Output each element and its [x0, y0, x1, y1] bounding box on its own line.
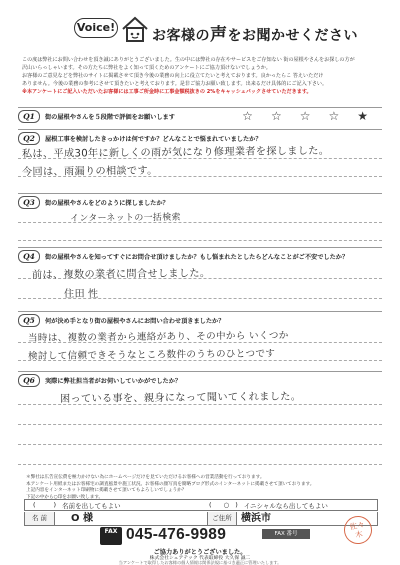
- seal-stamp: 佐々 木: [341, 513, 374, 546]
- star-2-icon[interactable]: ☆: [270, 109, 282, 123]
- pref-option-initial-label: イニシャルなら出してもよい: [243, 501, 328, 510]
- pref-option-name-label: 名前を出してもよい: [62, 501, 121, 510]
- q3-answer-1: インターネットの一括検索: [69, 212, 181, 224]
- survey-header: [8, 6, 392, 54]
- q5-text: 何が決め手となり街の屋根やさんにお問い合わせ頂きましたか？: [45, 317, 225, 325]
- q6-answer-1: 困っている事を、親身になって聞いてくれました。: [59, 391, 302, 405]
- answer-line: [18, 464, 382, 465]
- pref-option-initial-mark: ○: [223, 501, 230, 509]
- q1-text: 街の屋根やさんを５段階で評価をお願いします: [45, 113, 175, 121]
- footnote-line-1: ＊弊社は広告宣伝費を極力かけない為にホームページだけを見ていただけるお客様への営業活動を行っております。: [26, 475, 265, 480]
- fax-icon: FAX: [100, 527, 122, 545]
- house-icon: [120, 14, 150, 44]
- question-6: [18, 371, 382, 471]
- q6-badge: Q6: [18, 374, 40, 387]
- question-4: [18, 247, 382, 309]
- q4-answer-2: 住田: [63, 288, 86, 300]
- q4-answer-1: 前は、複数の業者に問合せしました。: [31, 268, 211, 281]
- q4-badge: Q4: [18, 250, 40, 263]
- q2-badge: Q2: [18, 132, 40, 145]
- answer-line: [18, 424, 382, 425]
- cashback-note: ※本アンケートにご記入いただいたお客様には工事ご所金時に工事金額税抜きの 2%をキャッシュバックさせていただきます。: [22, 89, 312, 95]
- question-5: [18, 311, 382, 369]
- q3-text: 街の屋根やさんをどのように探しましたか？: [45, 199, 169, 207]
- rating-stars[interactable]: [242, 109, 382, 123]
- intro-line-2: 沢山いらっしゃいます。その方たちに弊社をよく知って頂くためのアンケートにご協力頂けないでしょうか。: [22, 65, 271, 71]
- q5-answer-2: 検討して信頼できそうなところ数件のうちのひとつです: [27, 348, 276, 362]
- name-label: 名 前: [25, 512, 55, 525]
- answer-line: [18, 240, 382, 241]
- intro-text: [22, 56, 378, 96]
- q2-text: 屋根工事を検討したきっかけは何ですか？どんなことで悩まれていましたか？: [45, 135, 262, 143]
- q4-text: 街の屋根やさんを知ってすぐにお問合せ頂けましたか？もし悩まれたとしたらどんなことがご不安でしたか？: [45, 253, 349, 261]
- star-1-icon[interactable]: ☆: [242, 109, 253, 123]
- company-name: 株式会社シェアテック 代表取締役 大久保 誠二: [149, 556, 251, 561]
- consent-footnote: [26, 475, 378, 501]
- answer-line: [18, 444, 382, 445]
- publish-preference: [24, 499, 378, 511]
- q6-text: 実際に弊社担当者がお伺いしていかがでしたか？: [45, 377, 182, 385]
- address-field[interactable]: 横浜市: [241, 513, 271, 524]
- voice-bubble: Voice!: [74, 18, 118, 38]
- q5-answer-1: 当時は、複数の業者から連絡があり、その中から いくつか: [27, 330, 289, 344]
- star-5-icon[interactable]: ★: [357, 109, 368, 123]
- fax-number: 045-476-9989: [126, 526, 227, 543]
- thanks-text: ご協力ありがとうございました。: [153, 549, 247, 556]
- privacy-disclaimer: 当アンケートで取得したお客様の個人情報は関係法規に基づき適正に管理いたします。: [118, 560, 282, 565]
- q3-badge: Q3: [18, 196, 40, 209]
- name-field[interactable]: O 様: [71, 513, 93, 524]
- customer-info-row: [24, 512, 378, 526]
- q2-answer-1: 私は、平成30年に新しくの雨が気になり修理業者を探しました。: [21, 145, 330, 160]
- footnote-line-2: 本アンケート用紙またはお客様宅の調査風景や施工状況、お客様の顔写真を簡略ブログ形式のインターネットに掲載させて頂いております。: [26, 481, 315, 487]
- star-4-icon[interactable]: ☆: [328, 109, 340, 123]
- question-3: [18, 193, 382, 245]
- question-2: [18, 129, 382, 191]
- q4-answer-3: 性: [87, 288, 99, 300]
- fax-number-label: FAX 番号: [262, 529, 310, 539]
- star-3-icon[interactable]: ☆: [299, 109, 311, 123]
- question-1: [18, 107, 382, 127]
- pref-option-initial[interactable]: ( ○ ) イニシャルなら出してもよい: [209, 501, 328, 510]
- q5-badge: Q5: [18, 314, 40, 327]
- intro-line-1: この度は弊社にお問い合わせを頂き誠にありがとうございました。生の中には弊社の存在やサービスをご存知ない 街の屋根やさんをお探しの方が: [22, 57, 355, 63]
- intro-line-4: ありません。今後の業務の参考にさせて頂きたいと考えております。是非ご協力お願い致します。出来るだけ具体的にご記入下さい。: [22, 81, 328, 87]
- q2-answer-2: 今回は、雨漏りの相談です。: [21, 165, 158, 178]
- footnote-line-4: 下記の中から○印をお願い致します。: [26, 494, 104, 500]
- q1-badge: Q1: [18, 110, 40, 123]
- address-label: ご住所: [207, 512, 237, 525]
- header-title: お客様の声をお聞かせください: [152, 25, 358, 45]
- fax-block: [100, 526, 250, 546]
- intro-line-3: お客様のご意見などを弊社のサイトに掲載させて頂き今後の業務の向上に役立てたいと考えております。良かったらこ 答えいただけ: [22, 73, 324, 79]
- pref-option-name[interactable]: ( ) 名前を出してもよい: [33, 501, 121, 510]
- footnote-line-3: 上記内容をインターネット印刷物に掲載させて頂いてもよろしいでしょうか？: [26, 488, 187, 493]
